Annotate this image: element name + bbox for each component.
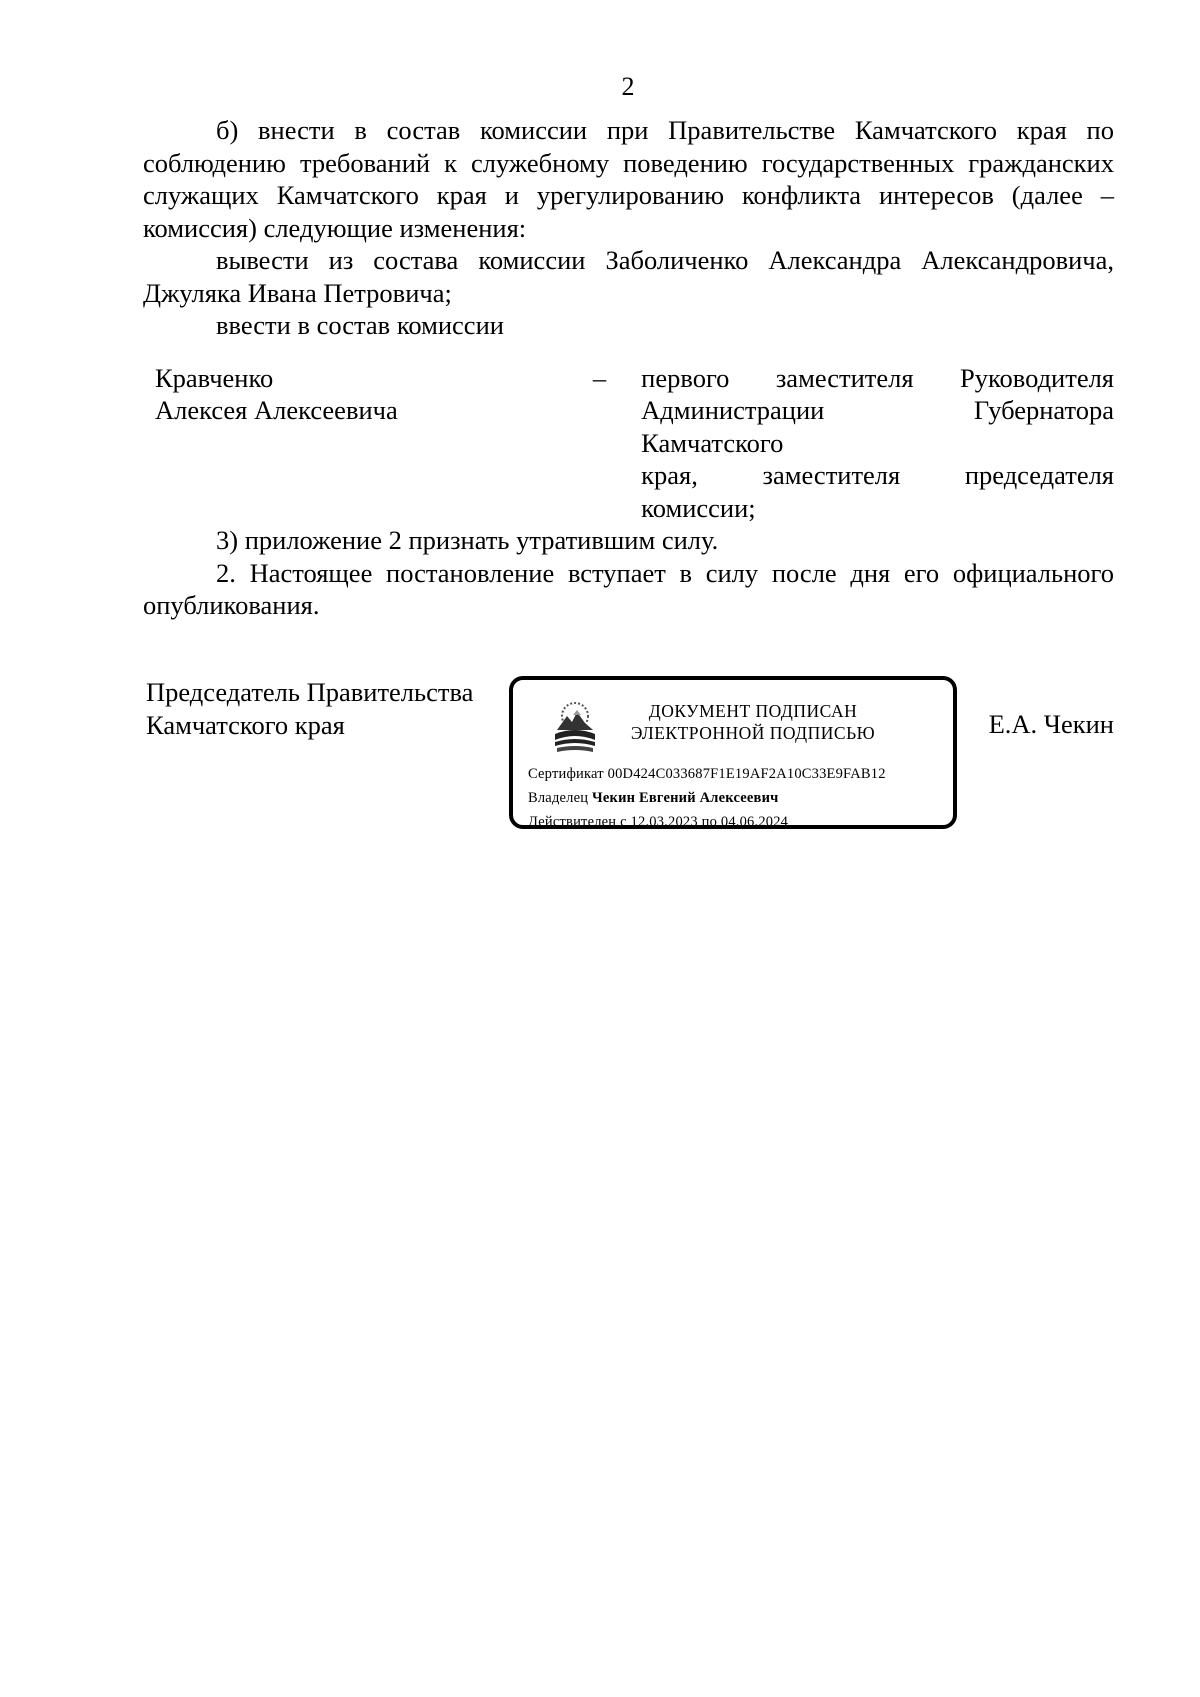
paragraph-appendix: 3) приложение 2 признать утратившим силу. (216, 525, 719, 555)
signatory-position (146, 676, 473, 741)
paragraph-add-members: ввести в состав комиссии (216, 310, 504, 340)
kamchatka-emblem-icon (549, 696, 601, 758)
stamp-title-line-1: ДОКУМЕНТ ПОДПИСАН (648, 701, 858, 721)
signatory-position-line-1: Председатель Правительства (146, 677, 474, 707)
stamp-owner-value: Чекин Евгений Алексеевич (592, 790, 779, 806)
member-position-line-1: первого заместителя Руководителя (641, 362, 1114, 393)
paragraph-amendment: б) внести в состав комиссии при Правительстве Камчатского края по соблюдению требований к служебному поведению государственных гражданских служащих Камчатского края и урегулированию конфликта интересов (далее – комиссия) следующие изменения: (143, 115, 1114, 243)
stamp-validity-row (528, 810, 886, 834)
stamp-valid-to-label: по (701, 814, 718, 830)
stamp-owner-row (528, 786, 886, 810)
member-given-names: Алексея Алексеевича (155, 395, 398, 425)
member-position-line-3: края, заместителя председателя комиссии; (641, 460, 1114, 523)
stamp-title (613, 700, 893, 744)
stamp-details (528, 762, 886, 834)
paragraph-effective-date: 2. Настоящее постановление вступает в силу после дня его официального опубликования. (143, 557, 1114, 620)
signature-block (146, 676, 1114, 846)
member-name (143, 362, 497, 525)
stamp-owner-label: Владелец (528, 790, 589, 806)
stamp-certificate-value: 00D424C033687F1E19AF2A10C33E9FAB12 (607, 766, 886, 782)
page-number: 2 (621, 72, 635, 101)
stamp-valid-label: Действителен (528, 814, 617, 830)
signatory-name: Е.А. Чекин (988, 709, 1114, 739)
member-dash: – (592, 362, 607, 393)
paragraph-remove-members: вывести из состава комиссии Заболиченко Александра Александровича, Джуляка Ивана Петровича; (143, 245, 1114, 308)
member-surname: Кравченко (155, 362, 274, 393)
stamp-valid-from: 12.03.2023 (630, 814, 698, 830)
stamp-certificate-label: Сертификат (528, 766, 604, 782)
stamp-title-line-2: ЭЛЕКТРОННОЙ ПОДПИСЬЮ (630, 723, 876, 743)
member-position-line-2: Администрации Губернатора Камчатского (641, 395, 1114, 458)
document-body (143, 114, 1114, 622)
member-position (630, 362, 1114, 525)
stamp-valid-to: 04.06.2024 (720, 814, 789, 830)
stamp-valid-from-label: с (620, 814, 627, 830)
signatory-position-line-2: Камчатского края (146, 709, 345, 740)
electronic-signature-stamp (509, 676, 957, 829)
member-entry (143, 362, 1114, 525)
stamp-certificate-row (528, 762, 886, 786)
